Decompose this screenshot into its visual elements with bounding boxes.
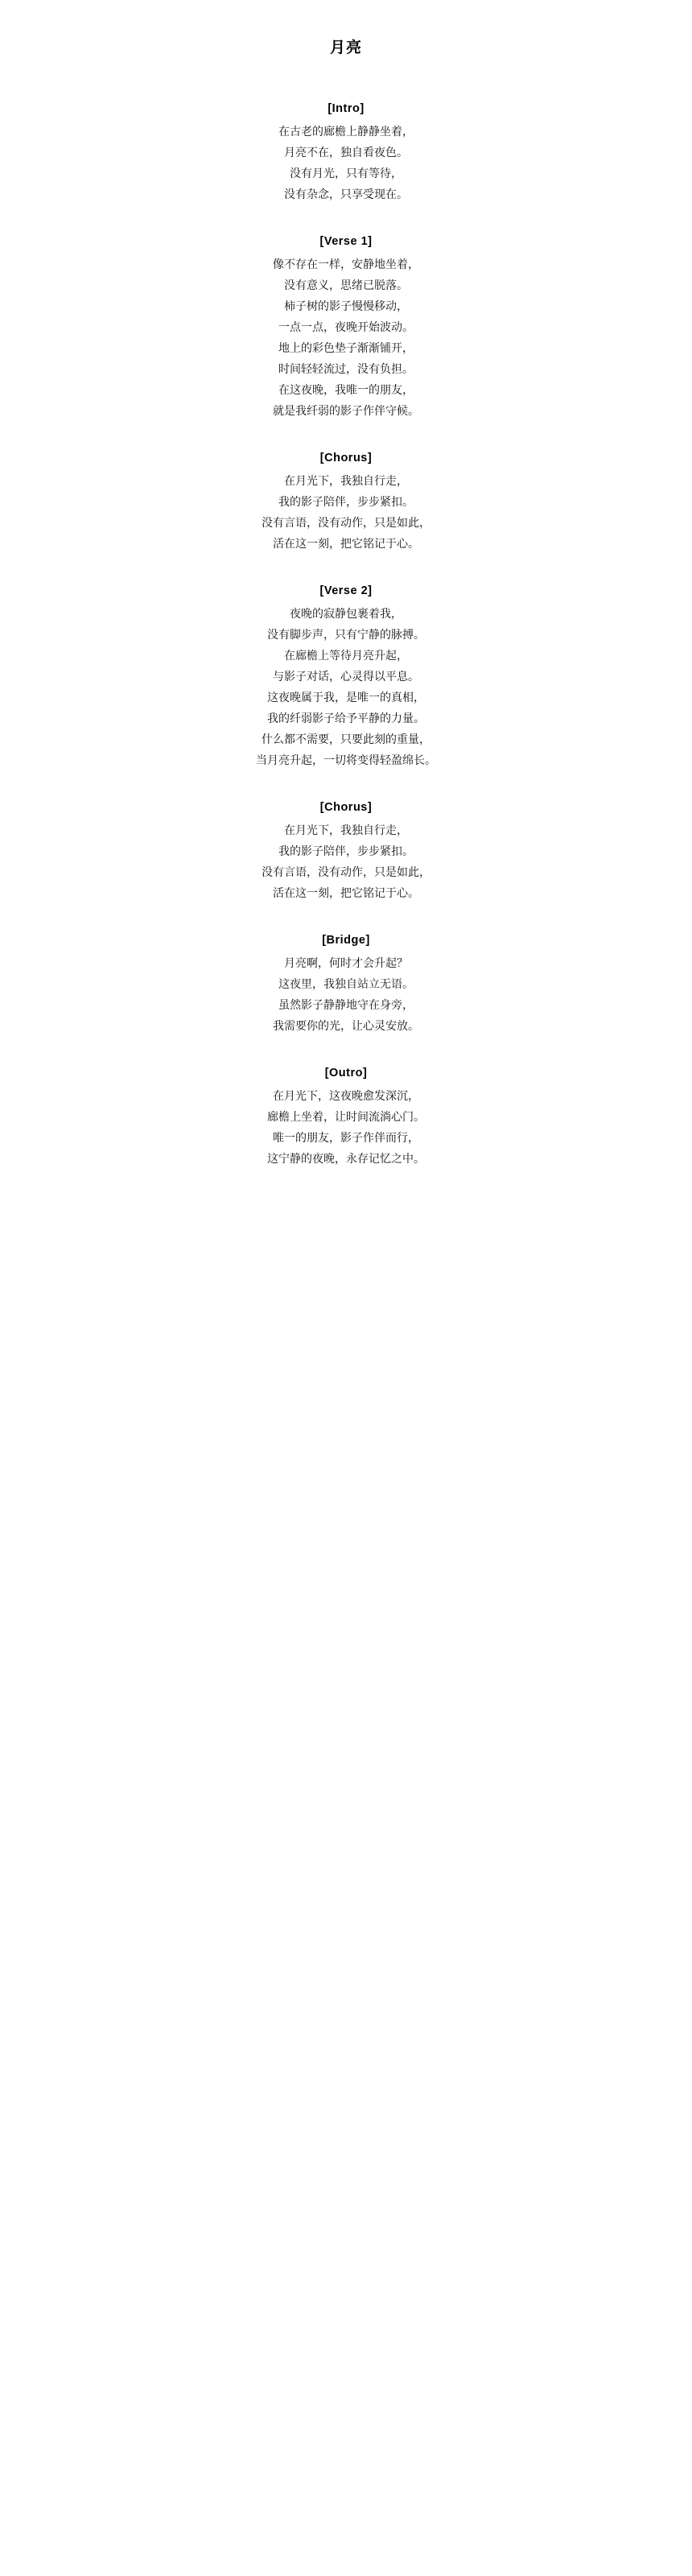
lyric-line: 虽然影子静静地守在身旁， xyxy=(278,998,414,1011)
lyrics-section xyxy=(173,102,519,204)
lyric-line: 在月光下，我独自行走， xyxy=(284,474,408,487)
lyric-line: 与影子对话，心灵得以平息。 xyxy=(273,670,419,683)
lyric-line: 廊檐上坐着，让时间流淌心门。 xyxy=(267,1110,425,1123)
lyric-line: 没有言语，没有动作，只是如此， xyxy=(262,516,430,529)
lyric-line: 就是我纤弱的影子作伴守候。 xyxy=(273,404,419,417)
lyric-line: 在廊檐上等待月亮升起， xyxy=(284,649,408,662)
lyric-line: 月亮不在，独自看夜色。 xyxy=(284,146,408,159)
section-label: [Chorus] xyxy=(319,801,373,814)
lyrics-section xyxy=(173,801,519,903)
lyric-line: 在古老的廊檐上静静坐着， xyxy=(278,125,414,138)
lyrics-section xyxy=(173,934,519,1036)
lyric-line: 像不存在一样，安静地坐着， xyxy=(273,258,419,270)
lyric-line: 我的纤弱影子给予平静的力量。 xyxy=(267,712,425,724)
lyric-line: 在月光下，这夜晚愈发深沉， xyxy=(273,1089,419,1102)
lyrics-page xyxy=(173,0,519,1169)
lyric-line: 时间轻轻流过，没有负担。 xyxy=(278,362,414,375)
lyric-line: 当月亮升起，一切将变得轻盈绵长。 xyxy=(256,753,436,766)
lyric-line: 柿子树的影子慢慢移动， xyxy=(284,299,408,312)
page-title: 月亮 xyxy=(329,39,362,56)
lyric-line: 夜晚的寂静包裹着我， xyxy=(290,607,402,620)
lyric-line: 这夜晚属于我，是唯一的真相， xyxy=(267,691,425,704)
lyrics-section xyxy=(173,452,519,554)
lyric-line: 没有言语，没有动作，只是如此， xyxy=(262,865,430,878)
lyric-line: 没有月光，只有等待， xyxy=(290,167,402,180)
lyric-line: 地上的彩色垫子渐渐铺开， xyxy=(278,341,414,354)
section-label: [Bridge] xyxy=(322,934,370,947)
lyric-line: 我的影子陪伴，步步紧扣。 xyxy=(278,495,414,508)
lyric-line: 月亮啊，何时才会升起？ xyxy=(284,956,408,969)
lyric-line: 一点一点，夜晚开始波动。 xyxy=(278,320,414,333)
lyric-line: 在月光下，我独自行走， xyxy=(284,824,408,836)
lyrics-section xyxy=(173,235,519,421)
lyric-line: 这宁静的夜晚，永存记忆之中。 xyxy=(267,1152,425,1165)
lyric-line: 没有意义，思绪已脱落。 xyxy=(284,279,408,291)
lyric-line: 什么都不需要，只要此刻的重量， xyxy=(262,733,430,745)
section-label: [Outro] xyxy=(324,1067,368,1080)
section-label: [Verse 1] xyxy=(319,235,373,248)
lyric-line: 活在这一刻，把它铭记于心。 xyxy=(273,886,419,899)
lyric-line: 这夜里，我独自站立无语。 xyxy=(278,977,414,990)
lyric-line: 我需要你的光，让心灵安放。 xyxy=(273,1019,419,1032)
lyric-line: 没有脚步声，只有宁静的脉搏。 xyxy=(267,628,425,641)
section-label: [Intro] xyxy=(327,102,365,115)
lyrics-section xyxy=(173,584,519,770)
lyric-line: 活在这一刻，把它铭记于心。 xyxy=(273,537,419,550)
section-label: [Chorus] xyxy=(319,452,373,464)
lyric-line: 我的影子陪伴，步步紧扣。 xyxy=(278,844,414,857)
lyric-line: 没有杂念，只享受现在。 xyxy=(284,188,408,200)
lyrics-section xyxy=(173,1067,519,1169)
lyric-line: 在这夜晚，我唯一的朋友， xyxy=(278,383,414,396)
lyrics-sections xyxy=(173,102,519,1169)
lyric-line: 唯一的朋友，影子作伴而行， xyxy=(273,1131,419,1144)
section-label: [Verse 2] xyxy=(319,584,373,597)
